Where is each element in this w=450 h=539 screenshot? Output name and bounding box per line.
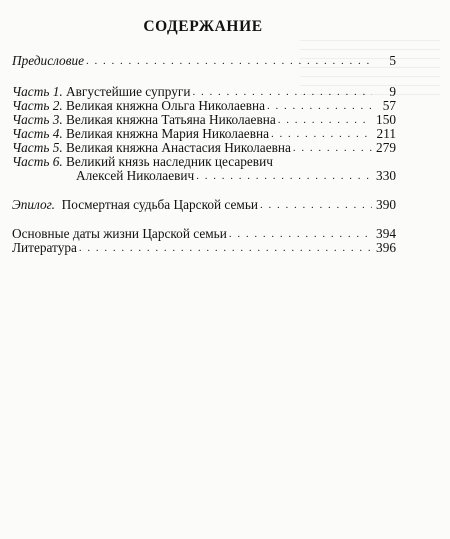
entry-title: Великая княжна Татьяна Николаевна xyxy=(66,112,276,127)
dot-leader xyxy=(293,143,372,153)
entry-page-number: 396 xyxy=(376,240,396,255)
entry-label xyxy=(12,85,190,99)
entry-prefix: Часть 4. xyxy=(12,126,63,141)
dot-leader xyxy=(278,115,372,125)
entry-label xyxy=(12,127,269,141)
toc-entry-dates[interactable] xyxy=(12,227,396,241)
entry-page-number: 57 xyxy=(382,98,396,113)
entry-label xyxy=(12,141,291,155)
entry-title-continued: Алексей Николаевич xyxy=(76,168,195,183)
entry-page-number: 330 xyxy=(376,168,396,183)
entry-page-number: 390 xyxy=(376,197,396,212)
entry-prefix: Часть 6. xyxy=(12,154,63,169)
entry-label xyxy=(12,99,265,113)
page-title: СОДЕРЖАНИЕ xyxy=(143,18,263,35)
entry-prefix: Часть 1. xyxy=(12,84,63,99)
entry-page-number: 150 xyxy=(376,112,396,127)
entry-prefix: Часть 5. xyxy=(12,140,63,155)
toc-entry-part-6[interactable] xyxy=(12,155,396,183)
entry-label: Предисловие xyxy=(12,53,85,68)
entry-page-number: 211 xyxy=(376,126,396,141)
toc-entry-part-1[interactable] xyxy=(12,85,396,99)
entry-prefix: Эпилог. xyxy=(12,197,55,212)
toc-entry-part-5[interactable] xyxy=(12,141,396,155)
dot-leader xyxy=(271,129,372,139)
dot-leader xyxy=(260,200,372,210)
toc-entry-part-2[interactable] xyxy=(12,99,396,113)
entry-title: Великая княжна Мария Николаевна xyxy=(66,126,269,141)
entry-label-line-2 xyxy=(12,169,396,183)
dot-leader xyxy=(196,171,372,181)
entry-label: Литература xyxy=(12,240,77,255)
toc-entry-literature[interactable] xyxy=(12,241,396,255)
dot-leader xyxy=(86,56,372,66)
dot-leader xyxy=(192,87,372,97)
dot-leader xyxy=(267,101,372,111)
entry-prefix: Часть 2. xyxy=(12,98,63,113)
toc-entry-part-3[interactable] xyxy=(12,113,396,127)
toc-entry-epilogue[interactable] xyxy=(12,198,396,212)
entry-title: Августейшие супруги xyxy=(66,84,191,99)
entry-label xyxy=(12,113,276,127)
toc-entry-part-4[interactable] xyxy=(12,127,396,141)
dot-leader xyxy=(229,229,372,239)
entry-prefix: Часть 3. xyxy=(12,112,63,127)
entry-title: Посмертная судьба Царской семьи xyxy=(61,197,258,212)
entry-title: Великая княжна Анастасия Николаевна xyxy=(66,140,291,155)
dot-leader xyxy=(79,243,372,253)
entry-page-number: 5 xyxy=(389,53,396,68)
entry-label xyxy=(12,198,258,212)
entry-title: Великий князь наследник цесаревич xyxy=(66,154,273,169)
toc-entry-preface[interactable] xyxy=(12,54,396,68)
entry-title: Великая княжна Ольга Николаевна xyxy=(66,98,266,113)
entry-page-number: 279 xyxy=(376,140,396,155)
entry-label-line-1 xyxy=(12,155,396,169)
entry-label: Основные даты жизни Царской семьи xyxy=(12,226,227,241)
entry-page-number: 394 xyxy=(376,226,396,241)
table-of-contents xyxy=(12,54,394,255)
entry-page-number: 9 xyxy=(389,84,396,99)
